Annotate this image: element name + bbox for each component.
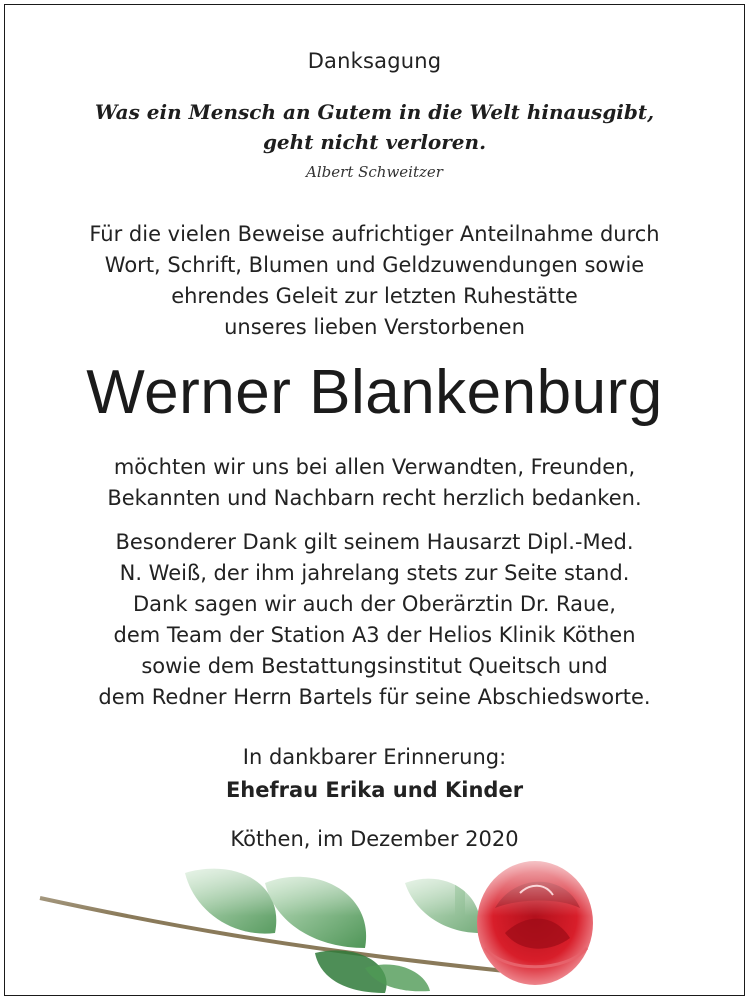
text-line: sowie dem Bestattungsinstitut Queitsch und [141,654,608,678]
text-line: dem Team der Station A3 der Helios Klinik Köthen [113,623,636,647]
text-line: unseres lieben Verstorbenen [224,315,525,339]
text-line: Dank sagen wir auch der Oberärztin Dr. Raue, [133,592,616,616]
special-thanks-text [5,527,744,713]
rose-icon [35,853,735,993]
heading: Danksagung [307,49,442,73]
deceased-name: Werner Blankenburg [86,358,663,427]
text-line: Besonderer Dank gilt seinem Hausarzt Dipl.-Med. [115,530,634,554]
thanks-text [5,452,744,514]
intro-text [5,219,744,343]
text-line: möchten wir uns bei allen Verwandten, Freunden, [113,455,636,479]
text-line: N. Weiß, der ihm jahrelang stets zur Seite stand. [119,561,630,585]
signers: Ehefrau Erika und Kinder [225,778,524,802]
text-line: Für die vielen Beweise aufrichtiger Anteilnahme durch [89,222,660,246]
quote-line: geht nicht verloren. [262,130,487,154]
place-date: Köthen, im Dezember 2020 [230,827,519,851]
quote [5,97,744,157]
rose-bloom [465,853,605,993]
text-line: ehrendes Geleit zur letzten Ruhestätte [171,284,578,308]
text-line: dem Redner Herrn Bartels für seine Abschiedsworte. [98,685,651,709]
closing [5,741,744,807]
text-line: Bekannten und Nachbarn recht herzlich bedanken. [107,486,642,510]
quote-author: Albert Schweitzer [306,163,443,181]
quote-line: Was ein Mensch an Gutem in die Welt hinausgibt, [94,100,655,124]
closing-phrase: In dankbarer Erinnerung: [242,745,507,769]
obituary-card [4,4,745,996]
text-line: Wort, Schrift, Blumen und Geldzuwendungen sowie [104,253,645,277]
